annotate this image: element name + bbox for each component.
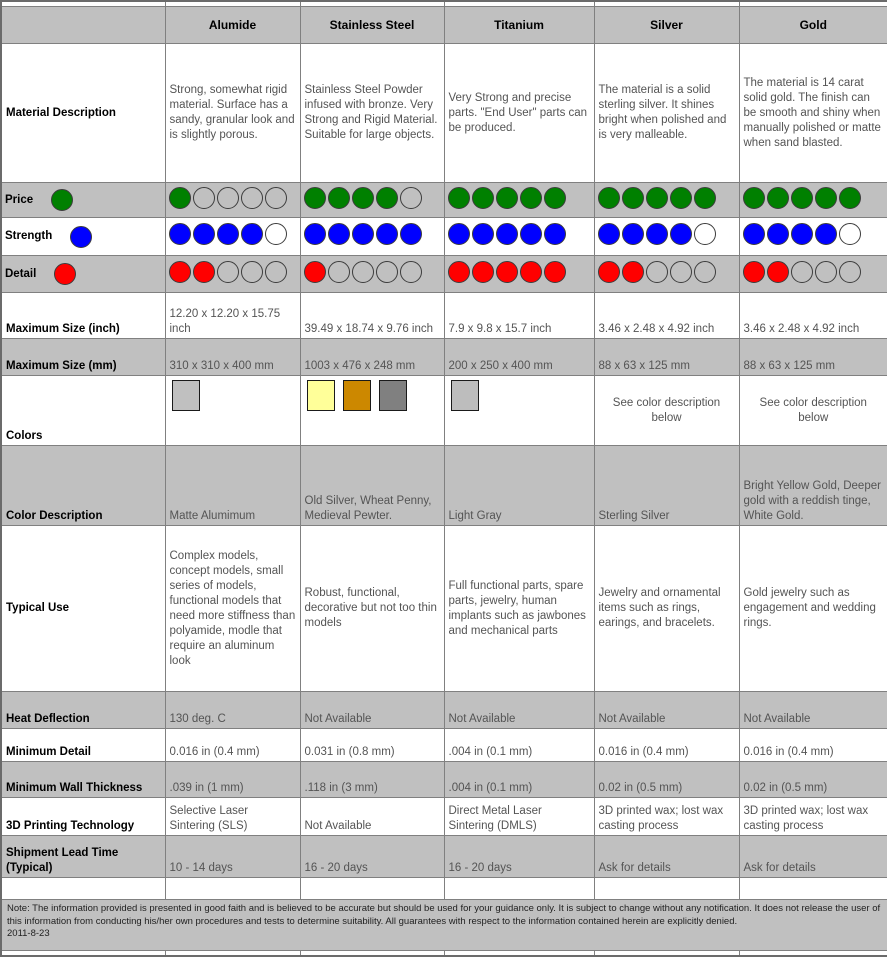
typical-use-silver: Jewelry and ornamental items such as rings, earings, and bracelets. (594, 526, 739, 692)
typical-use-label: Typical Use (1, 526, 165, 692)
material-description-alumide: Strong, somewhat rigid material. Surface has a sandy, granular look and is slightly porous. (165, 44, 300, 183)
color-description-label: Color Description (1, 446, 165, 526)
detail-row (1, 256, 887, 293)
printing-technology-titanium: Direct Metal Laser Sintering (DMLS) (444, 798, 594, 836)
minimum-wall-thickness-row (1, 762, 887, 798)
column-header-gold: Gold (739, 7, 887, 44)
minimum-detail-alumide: 0.016 in (0.4 mm) (165, 729, 300, 762)
material-description-silver: The material is a solid sterling silver. It shines bright when polished and is very malleable. (594, 44, 739, 183)
minimum-wall-thickness-stainless-steel: .118 in (3 mm) (300, 762, 444, 798)
max-size-inch-gold: 3.46 x 2.48 x 4.92 inch (739, 293, 887, 339)
price-rating-silver (594, 183, 739, 218)
material-description-stainless-steel: Stainless Steel Powder infused with bronze. Very Strong and Rigid Material. Suitable for large objects. (300, 44, 444, 183)
max-size-mm-gold: 88 x 63 x 125 mm (739, 339, 887, 376)
strength-label-cell (1, 218, 165, 256)
heat-deflection-row (1, 692, 887, 729)
max-size-mm-silver: 88 x 63 x 125 mm (594, 339, 739, 376)
minimum-detail-label: Minimum Detail (1, 729, 165, 762)
printing-technology-silver: 3D printed wax; lost wax casting process (594, 798, 739, 836)
empty-cell (739, 878, 887, 900)
price-row (1, 183, 887, 218)
colors-stainless-steel-swatches (300, 376, 444, 446)
max-size-mm-titanium: 200 x 250 x 400 mm (444, 339, 594, 376)
heat-deflection-gold: Not Available (739, 692, 887, 729)
max-size-inch-alumide: 12.20 x 12.20 x 15.75 inch (165, 293, 300, 339)
empty-spacer-row (1, 878, 887, 900)
disclaimer-row (1, 900, 887, 951)
printing-technology-gold: 3D printed wax; lost wax casting process (739, 798, 887, 836)
detail-label-cell (1, 256, 165, 293)
colors-alumide-swatches (165, 376, 300, 446)
max-size-inch-row (1, 293, 887, 339)
price-rating-gold (739, 183, 887, 218)
heat-deflection-stainless-steel: Not Available (300, 692, 444, 729)
typical-use-titanium: Full functional parts, spare parts, jewelry, human implants such as jawbones and mechanical parts (444, 526, 594, 692)
strip-cell (300, 951, 444, 957)
column-header-silver: Silver (594, 7, 739, 44)
minimum-detail-stainless-steel: 0.031 in (0.8 mm) (300, 729, 444, 762)
colors-label: Colors (1, 376, 165, 446)
typical-use-alumide: Complex models, concept models, small series of models, functional models that need more stiffness than polyamide, modle that require an aluminum look (165, 526, 300, 692)
strength-label: Strength (5, 230, 53, 242)
heat-deflection-alumide: 130 deg. C (165, 692, 300, 729)
detail-rating-alumide (165, 256, 300, 293)
typical-use-row (1, 526, 887, 692)
shipment-lead-time-titanium: 16 - 20 days (444, 836, 594, 878)
disclaimer-text: Note: The information provided is presented in good faith and is believed to be accurate but should be used for your guidance only. It is subject to change without any notification. It does not release the user of this information from conducting his/her own procedures and tests to determine suitability. All guarantees with respect to the information contained herein are explicitly denied. (7, 903, 881, 927)
detail-rating-gold (739, 256, 887, 293)
heat-deflection-label: Heat Deflection (1, 692, 165, 729)
strength-rating-gold (739, 218, 887, 256)
minimum-detail-gold: 0.016 in (0.4 mm) (739, 729, 887, 762)
strip-cell (594, 951, 739, 957)
colors-silver-note: See color description below (594, 376, 739, 446)
shipment-lead-time-stainless-steel: 16 - 20 days (300, 836, 444, 878)
minimum-detail-titanium: .004 in (0.1 mm) (444, 729, 594, 762)
header-row (1, 7, 887, 44)
disclaimer-date: 2011-8-23 (7, 928, 50, 939)
colors-row (1, 376, 887, 446)
minimum-detail-silver: 0.016 in (0.4 mm) (594, 729, 739, 762)
colors-gold-note: See color description below (739, 376, 887, 446)
material-description-row (1, 44, 887, 183)
max-size-inch-silver: 3.46 x 2.48 x 4.92 inch (594, 293, 739, 339)
strip-cell (739, 951, 887, 957)
price-rating-titanium (444, 183, 594, 218)
column-header-stainless-steel: Stainless Steel (300, 7, 444, 44)
max-size-inch-titanium: 7.9 x 9.8 x 15.7 inch (444, 293, 594, 339)
price-rating-stainless-steel (300, 183, 444, 218)
color-description-silver: Sterling Silver (594, 446, 739, 526)
color-description-stainless-steel: Old Silver, Wheat Penny, Medieval Pewter. (300, 446, 444, 526)
strength-rating-stainless-steel (300, 218, 444, 256)
colors-titanium-swatches (444, 376, 594, 446)
max-size-mm-label: Maximum Size (mm) (1, 339, 165, 376)
empty-cell (594, 878, 739, 900)
minimum-wall-thickness-titanium: .004 in (0.1 mm) (444, 762, 594, 798)
strength-legend-dot (70, 226, 92, 248)
heat-deflection-silver: Not Available (594, 692, 739, 729)
header-empty-cell (1, 7, 165, 44)
price-rating-alumide (165, 183, 300, 218)
minimum-wall-thickness-label: Minimum Wall Thickness (1, 762, 165, 798)
empty-cell (444, 878, 594, 900)
max-size-mm-alumide: 310 x 310 x 400 mm (165, 339, 300, 376)
max-size-inch-stainless-steel: 39.49 x 18.74 x 9.76 inch (300, 293, 444, 339)
shipment-lead-time-label: Shipment Lead Time (Typical) (1, 836, 165, 878)
minimum-wall-thickness-alumide: .039 in (1 mm) (165, 762, 300, 798)
price-legend-dot (51, 189, 73, 211)
column-header-titanium: Titanium (444, 7, 594, 44)
detail-label: Detail (5, 267, 37, 280)
max-size-mm-row (1, 339, 887, 376)
shipment-lead-time-row (1, 836, 887, 878)
strip-cell (165, 951, 300, 957)
max-size-inch-label: Maximum Size (inch) (1, 293, 165, 339)
price-label-cell (1, 183, 165, 218)
printing-technology-alumide: Selective Laser Sintering (SLS) (165, 798, 300, 836)
strip-cell (444, 951, 594, 957)
material-description-label: Material Description (1, 44, 165, 183)
shipment-lead-time-alumide: 10 - 14 days (165, 836, 300, 878)
minimum-wall-thickness-silver: 0.02 in (0.5 mm) (594, 762, 739, 798)
printing-technology-row (1, 798, 887, 836)
detail-rating-titanium (444, 256, 594, 293)
strength-row (1, 218, 887, 256)
material-description-gold: The material is 14 carat solid gold. The finish can be smooth and shiny when manually polished or matte when sand blasted. (739, 44, 887, 183)
disclaimer-cell (1, 900, 887, 951)
typical-use-stainless-steel: Robust, functional, decorative but not too thin models (300, 526, 444, 692)
strength-rating-alumide (165, 218, 300, 256)
empty-cell (165, 878, 300, 900)
empty-cell (1, 878, 165, 900)
price-label: Price (5, 193, 34, 206)
strength-rating-titanium (444, 218, 594, 256)
empty-cell (300, 878, 444, 900)
strip-cell (1, 951, 165, 957)
color-description-titanium: Light Gray (444, 446, 594, 526)
printing-technology-label: 3D Printing Technology (1, 798, 165, 836)
detail-rating-stainless-steel (300, 256, 444, 293)
printing-technology-stainless-steel: Not Available (300, 798, 444, 836)
max-size-mm-stainless-steel: 1003 x 476 x 248 mm (300, 339, 444, 376)
bottom-strip-row (1, 951, 887, 957)
shipment-lead-time-gold: Ask for details (739, 836, 887, 878)
color-description-alumide: Matte Alumimum (165, 446, 300, 526)
typical-use-gold: Gold jewelry such as engagement and wedding rings. (739, 526, 887, 692)
detail-rating-silver (594, 256, 739, 293)
material-description-titanium: Very Strong and precise parts. "End User" parts can be produced. (444, 44, 594, 183)
detail-legend-dot (54, 263, 76, 285)
color-description-gold: Bright Yellow Gold, Deeper gold with a reddish tinge, White Gold. (739, 446, 887, 526)
color-description-row (1, 446, 887, 526)
strength-rating-silver (594, 218, 739, 256)
minimum-detail-row (1, 729, 887, 762)
heat-deflection-titanium: Not Available (444, 692, 594, 729)
column-header-alumide: Alumide (165, 7, 300, 44)
minimum-wall-thickness-gold: 0.02 in (0.5 mm) (739, 762, 887, 798)
shipment-lead-time-silver: Ask for details (594, 836, 739, 878)
